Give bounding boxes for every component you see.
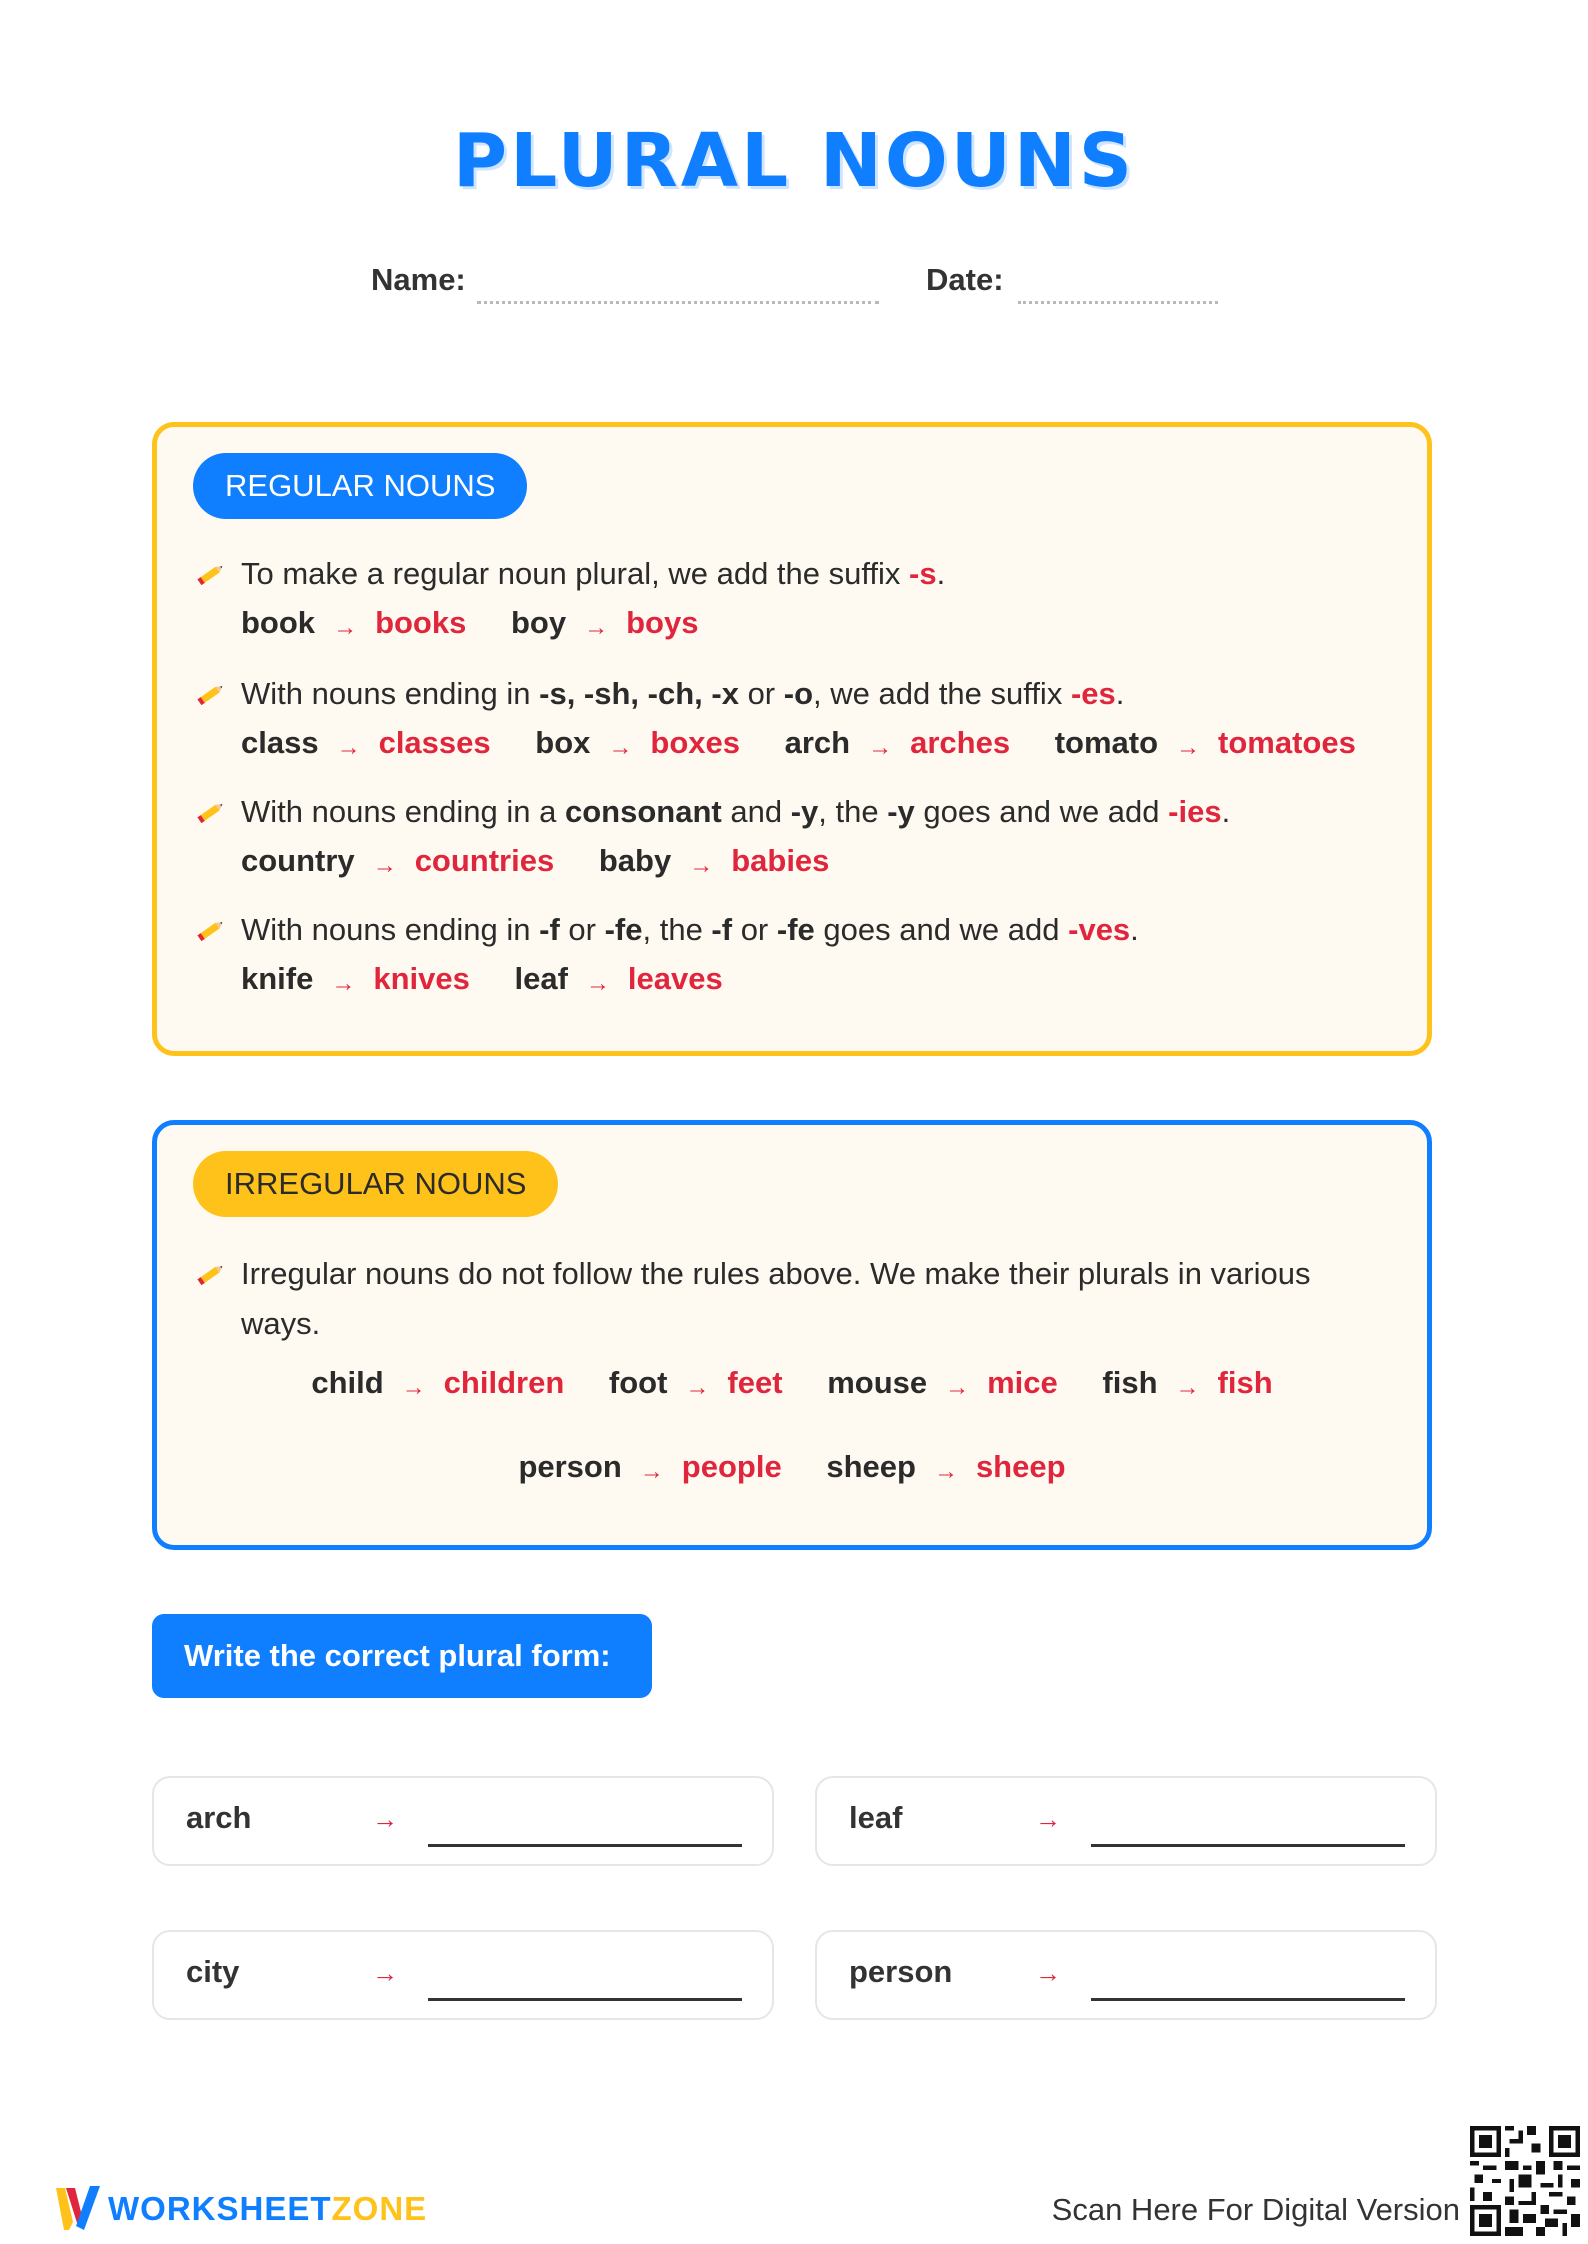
example-pair — [311, 1361, 564, 1408]
irregular-nouns-heading: IRREGULAR NOUNS — [193, 1151, 558, 1217]
plural-word: classes — [378, 725, 491, 760]
examples-row — [241, 721, 1356, 768]
examples-row — [157, 1361, 1427, 1408]
plural-word: arches — [910, 725, 1011, 760]
plural-word: knives — [373, 961, 470, 996]
ending-highlight: -fe — [776, 912, 815, 947]
arrow-icon: → — [1035, 1958, 1061, 1988]
rule-suffix-es — [193, 669, 1387, 719]
plural-word: children — [443, 1365, 565, 1400]
answer-blank[interactable] — [1091, 1998, 1405, 2001]
ending-highlight: -f — [539, 912, 560, 947]
examples-row — [241, 957, 723, 1004]
singular-word: fish — [1102, 1365, 1158, 1400]
suffix-highlight: -ies — [1168, 794, 1222, 829]
arrow-icon: → — [1176, 734, 1201, 761]
ending-highlight: -y — [887, 794, 915, 829]
ending-highlight: -o — [783, 676, 814, 711]
example-pair — [241, 721, 491, 768]
exercise-item — [815, 1776, 1437, 1866]
rule-text: . — [1221, 794, 1231, 829]
suffix-highlight: -s — [909, 556, 937, 591]
plural-word: boxes — [650, 725, 740, 760]
example-pair — [241, 957, 470, 1004]
worksheetzone-logo-icon — [56, 2182, 100, 2234]
rule-text: . — [1130, 912, 1139, 947]
name-field[interactable] — [477, 301, 879, 304]
name-label: Name: — [371, 262, 466, 297]
example-pair — [518, 1445, 781, 1492]
exercise-word: leaf — [849, 1800, 903, 1835]
rule-text: . — [936, 556, 946, 591]
example-pair — [241, 601, 466, 648]
example-pair — [241, 839, 554, 886]
exercise-item — [152, 1776, 774, 1866]
suffix-highlight: -es — [1070, 676, 1116, 711]
date-field[interactable] — [1018, 301, 1218, 304]
ending-highlight: consonant — [565, 794, 722, 829]
arrow-icon: → — [945, 1374, 970, 1401]
arrow-icon: → — [584, 614, 609, 641]
example-pair — [609, 1361, 783, 1408]
plural-word: books — [375, 605, 467, 640]
singular-word: boy — [510, 605, 567, 640]
rule-text: goes and we add — [914, 794, 1169, 829]
singular-word: person — [518, 1449, 622, 1484]
regular-nouns-heading: REGULAR NOUNS — [193, 453, 527, 519]
example-pair — [535, 721, 740, 768]
arrow-icon: → — [333, 614, 358, 641]
rule-text: With nouns ending in — [241, 912, 540, 947]
pencil-icon — [193, 801, 225, 825]
ending-highlight: -fe — [604, 912, 643, 947]
singular-word: sheep — [826, 1449, 916, 1484]
arrow-icon: → — [336, 734, 361, 761]
arrow-icon: → — [372, 1804, 398, 1834]
plural-word: sheep — [975, 1449, 1066, 1484]
singular-word: mouse — [827, 1365, 928, 1400]
ending-highlight: -s, -sh, -ch, -x — [539, 676, 739, 711]
singular-word: child — [311, 1365, 384, 1400]
arrow-icon: → — [1035, 1804, 1061, 1834]
example-pair — [785, 721, 1010, 768]
arrow-icon: → — [372, 852, 397, 879]
answer-blank[interactable] — [428, 1998, 742, 2001]
ending-highlight: -y — [790, 794, 819, 829]
exercise-item — [815, 1930, 1437, 2020]
singular-word: box — [535, 725, 591, 760]
exercise-word: arch — [186, 1800, 252, 1835]
pencil-icon — [193, 919, 225, 943]
arrow-icon: → — [401, 1374, 426, 1401]
rule-text: With nouns ending in — [241, 676, 540, 711]
brand-text: ZONE — [331, 2190, 428, 2227]
pencil-icon — [193, 683, 225, 707]
regular-nouns-section — [152, 422, 1432, 1056]
example-pair — [599, 839, 830, 886]
date-label: Date: — [926, 262, 1004, 297]
rule-irregular — [193, 1249, 1387, 1349]
plural-word: leaves — [627, 961, 723, 996]
singular-word: tomato — [1054, 725, 1159, 760]
scan-text: Scan Here For Digital Version — [1051, 2192, 1460, 2227]
rule-text: . — [1115, 676, 1125, 711]
pencil-icon — [193, 1263, 225, 1287]
example-pair — [826, 1445, 1065, 1492]
suffix-highlight: -ves — [1068, 912, 1131, 947]
rule-text: , the — [642, 912, 712, 947]
plural-word: fish — [1217, 1365, 1273, 1400]
singular-word: class — [241, 725, 319, 760]
singular-word: baby — [598, 843, 672, 878]
rule-text: With nouns ending in a — [241, 794, 565, 829]
plural-word: mice — [987, 1365, 1058, 1400]
singular-word: foot — [608, 1365, 668, 1400]
arrow-icon: → — [639, 1458, 664, 1485]
example-pair — [1102, 1361, 1272, 1408]
arrow-icon: → — [331, 970, 356, 997]
examples-row — [157, 1445, 1427, 1492]
arrow-icon: → — [1175, 1374, 1200, 1401]
answer-blank[interactable] — [1091, 1844, 1405, 1847]
example-pair — [1055, 721, 1356, 768]
exercise-instruction: Write the correct plural form: — [152, 1614, 652, 1698]
worksheetzone-logo — [108, 2190, 427, 2228]
arrow-icon: → — [685, 1374, 710, 1401]
singular-word: knife — [241, 961, 314, 996]
arrow-icon: → — [608, 734, 633, 761]
pencil-icon — [193, 563, 225, 587]
worksheet-title: PLURAL NOUNS — [452, 118, 1136, 204]
qr-code-icon[interactable] — [1470, 2126, 1580, 2236]
rule-text: Irregular nouns do not follow the rules above. We make their plurals in various ways. — [241, 1256, 1311, 1341]
exercise-word: person — [849, 1954, 953, 1989]
rule-text: , we add the suffix — [813, 676, 1071, 711]
rule-suffix-s — [193, 549, 1387, 599]
singular-word: book — [241, 605, 316, 640]
arrow-icon: → — [933, 1458, 958, 1485]
exercise-item — [152, 1930, 774, 2020]
plural-word: boys — [626, 605, 699, 640]
example-pair — [515, 957, 723, 1004]
example-pair — [827, 1361, 1058, 1408]
rule-text: or — [559, 912, 605, 947]
rule-text: goes and we add — [814, 912, 1069, 947]
arrow-icon: → — [868, 734, 893, 761]
rule-text: , the — [818, 794, 888, 829]
irregular-nouns-section — [152, 1120, 1432, 1550]
arrow-icon: → — [585, 970, 610, 997]
plural-word: countries — [414, 843, 555, 878]
rule-suffix-ies — [193, 787, 1387, 837]
rule-suffix-ves — [193, 905, 1387, 955]
ending-highlight: -f — [711, 912, 733, 947]
examples-row — [241, 601, 698, 648]
plural-word: feet — [727, 1365, 783, 1400]
plural-word: babies — [731, 843, 830, 878]
example-pair — [511, 601, 698, 648]
answer-blank[interactable] — [428, 1844, 742, 1847]
singular-word: arch — [784, 725, 851, 760]
arrow-icon: → — [689, 852, 714, 879]
rule-text: or — [732, 912, 777, 947]
rule-text: or — [738, 676, 784, 711]
plural-word: people — [681, 1449, 782, 1484]
rule-text: and — [721, 794, 791, 829]
plural-word: tomatoes — [1218, 725, 1356, 760]
singular-word: leaf — [514, 961, 568, 996]
singular-word: country — [241, 843, 355, 878]
examples-row — [241, 839, 829, 886]
rule-text: To make a regular noun plural, we add the suffix — [241, 556, 910, 591]
arrow-icon: → — [372, 1958, 398, 1988]
exercise-word: city — [186, 1954, 240, 1989]
brand-text: WORKSHEET — [108, 2190, 332, 2227]
